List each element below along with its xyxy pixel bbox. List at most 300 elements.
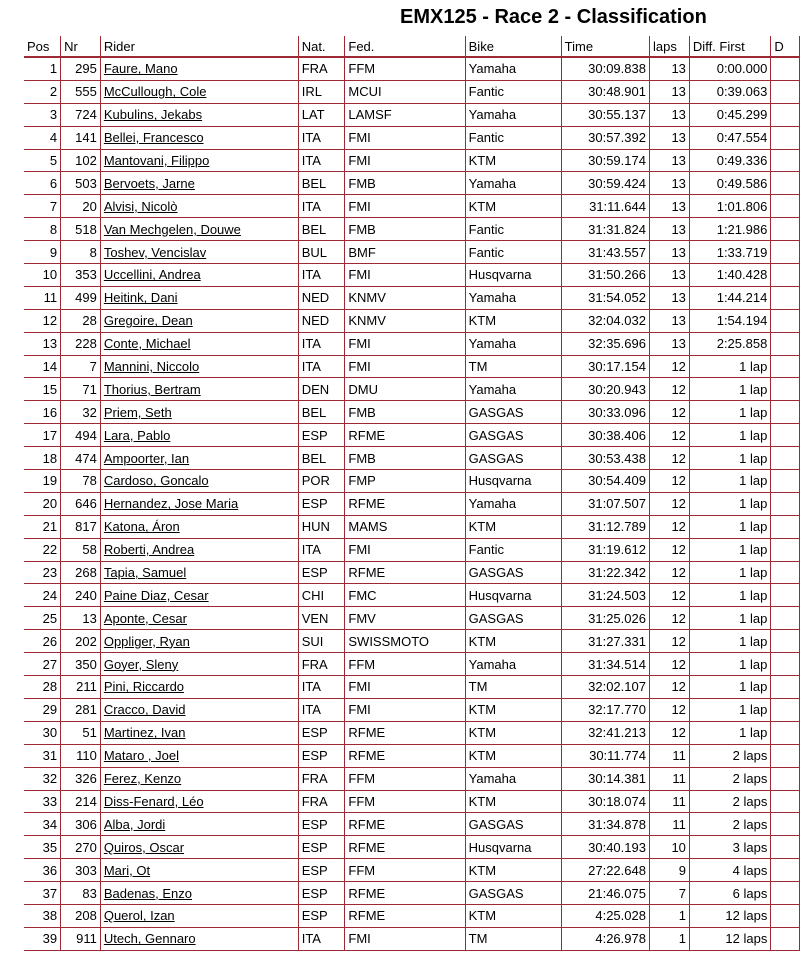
cell-diff-prev — [771, 836, 800, 859]
cell-nat: ITA — [299, 676, 346, 699]
cell-nr: 102 — [61, 150, 101, 173]
cell-fed: FMV — [345, 607, 465, 630]
cell-diff-first: 1 lap — [690, 516, 771, 539]
cell-laps: 12 — [650, 562, 690, 585]
cell-fed: FMC — [345, 584, 465, 607]
table-row — [24, 791, 800, 814]
rider-link[interactable]: Goyer, Sleny — [101, 653, 299, 676]
cell-time: 31:19.612 — [562, 539, 650, 562]
cell-fed: MCUI — [345, 81, 465, 104]
table-row — [24, 218, 800, 241]
cell-nat: HUN — [299, 516, 346, 539]
cell-diff-prev — [771, 401, 800, 424]
cell-fed: FMB — [345, 447, 465, 470]
cell-time: 30:38.406 — [562, 424, 650, 447]
cell-pos: 24 — [24, 584, 61, 607]
cell-diff-prev — [771, 882, 800, 905]
cell-bike: KTM — [466, 905, 562, 928]
cell-bike: Yamaha — [466, 172, 562, 195]
cell-laps: 7 — [650, 882, 690, 905]
cell-pos: 34 — [24, 813, 61, 836]
table-row — [24, 607, 800, 630]
col-header-rider: Rider — [101, 36, 299, 56]
table-row — [24, 401, 800, 424]
rider-link[interactable]: Mataro , Joel — [101, 745, 299, 768]
cell-diff-prev — [771, 493, 800, 516]
cell-bike: Yamaha — [466, 58, 562, 81]
table-row — [24, 516, 800, 539]
cell-nr: 518 — [61, 218, 101, 241]
cell-laps: 13 — [650, 104, 690, 127]
cell-pos: 10 — [24, 264, 61, 287]
cell-pos: 38 — [24, 905, 61, 928]
cell-nat: NED — [299, 287, 346, 310]
table-row — [24, 241, 800, 264]
cell-bike: TM — [466, 356, 562, 379]
table-row — [24, 562, 800, 585]
rider-link[interactable]: Pini, Riccardo — [101, 676, 299, 699]
table-row — [24, 928, 800, 951]
cell-time: 31:54.052 — [562, 287, 650, 310]
cell-nat: POR — [299, 470, 346, 493]
classification-body — [24, 58, 800, 951]
cell-fed: FMI — [345, 264, 465, 287]
cell-laps: 12 — [650, 356, 690, 379]
cell-bike: GASGAS — [466, 882, 562, 905]
cell-time: 30:55.137 — [562, 104, 650, 127]
table-row — [24, 447, 800, 470]
cell-laps: 12 — [650, 722, 690, 745]
cell-pos: 31 — [24, 745, 61, 768]
cell-nr: 281 — [61, 699, 101, 722]
cell-nr: 141 — [61, 127, 101, 150]
cell-nat: ITA — [299, 150, 346, 173]
cell-diff-first: 1 lap — [690, 493, 771, 516]
cell-fed: RFME — [345, 905, 465, 928]
rider-link[interactable]: Martinez, Ivan — [101, 722, 299, 745]
cell-fed: FMB — [345, 218, 465, 241]
rider-link[interactable]: Uccellini, Andrea — [101, 264, 299, 287]
table-row — [24, 195, 800, 218]
rider-link[interactable]: Cardoso, Goncalo — [101, 470, 299, 493]
cell-bike: GASGAS — [466, 401, 562, 424]
cell-bike: KTM — [466, 859, 562, 882]
cell-diff-first: 2:25.858 — [690, 333, 771, 356]
cell-pos: 30 — [24, 722, 61, 745]
cell-laps: 13 — [650, 218, 690, 241]
cell-diff-prev — [771, 356, 800, 379]
cell-pos: 7 — [24, 195, 61, 218]
table-row — [24, 172, 800, 195]
cell-time: 30:54.409 — [562, 470, 650, 493]
cell-nat: ITA — [299, 699, 346, 722]
table-row — [24, 150, 800, 173]
rider-link[interactable]: Katona, Áron — [101, 516, 299, 539]
rider-link[interactable]: Quiros, Oscar — [101, 836, 299, 859]
cell-time: 32:35.696 — [562, 333, 650, 356]
cell-time: 31:31.824 — [562, 218, 650, 241]
cell-bike: GASGAS — [466, 607, 562, 630]
cell-pos: 5 — [24, 150, 61, 173]
cell-diff-prev — [771, 859, 800, 882]
cell-nr: 202 — [61, 630, 101, 653]
table-row — [24, 905, 800, 928]
cell-diff-first: 1 lap — [690, 470, 771, 493]
col-header-pos: Pos — [24, 36, 61, 56]
rider-link[interactable]: Paine Diaz, Cesar — [101, 584, 299, 607]
table-row — [24, 699, 800, 722]
cell-laps: 12 — [650, 424, 690, 447]
cell-laps: 10 — [650, 836, 690, 859]
cell-time: 30:17.154 — [562, 356, 650, 379]
cell-pos: 27 — [24, 653, 61, 676]
col-header-bike: Bike — [466, 36, 562, 56]
cell-time: 30:59.174 — [562, 150, 650, 173]
rider-link[interactable]: Toshev, Vencislav — [101, 241, 299, 264]
cell-diff-prev — [771, 470, 800, 493]
cell-diff-first: 0:49.586 — [690, 172, 771, 195]
cell-time: 31:11.644 — [562, 195, 650, 218]
cell-nat: ESP — [299, 882, 346, 905]
cell-laps: 12 — [650, 401, 690, 424]
rider-link[interactable]: Faure, Mano — [101, 58, 299, 81]
cell-laps: 13 — [650, 58, 690, 81]
table-row — [24, 333, 800, 356]
cell-diff-prev — [771, 81, 800, 104]
cell-fed: RFME — [345, 813, 465, 836]
cell-nat: BEL — [299, 172, 346, 195]
rider-link[interactable]: Aponte, Cesar — [101, 607, 299, 630]
cell-fed: FMB — [345, 172, 465, 195]
cell-laps: 11 — [650, 768, 690, 791]
cell-fed: FMI — [345, 676, 465, 699]
rider-link[interactable]: Mannini, Niccolo — [101, 356, 299, 379]
cell-bike: KTM — [466, 310, 562, 333]
cell-diff-first: 1:33.719 — [690, 241, 771, 264]
table-row — [24, 836, 800, 859]
cell-nat: ITA — [299, 127, 346, 150]
rider-link[interactable]: Diss-Fenard, Léo — [101, 791, 299, 814]
cell-bike: TM — [466, 676, 562, 699]
cell-time: 30:48.901 — [562, 81, 650, 104]
cell-bike: Yamaha — [466, 653, 562, 676]
cell-nat: FRA — [299, 58, 346, 81]
cell-laps: 1 — [650, 928, 690, 951]
cell-diff-prev — [771, 584, 800, 607]
cell-time: 4:26.978 — [562, 928, 650, 951]
cell-nr: 83 — [61, 882, 101, 905]
cell-nat: DEN — [299, 378, 346, 401]
cell-fed: FMP — [345, 470, 465, 493]
cell-fed: RFME — [345, 424, 465, 447]
cell-pos: 18 — [24, 447, 61, 470]
cell-diff-first: 12 laps — [690, 905, 771, 928]
table-row — [24, 356, 800, 379]
col-header-nr: Nr — [61, 36, 101, 56]
cell-fed: FFM — [345, 58, 465, 81]
cell-bike: Yamaha — [466, 333, 562, 356]
table-row — [24, 813, 800, 836]
cell-diff-prev — [771, 287, 800, 310]
rider-link[interactable]: Alba, Jordi — [101, 813, 299, 836]
cell-nr: 110 — [61, 745, 101, 768]
cell-time: 31:07.507 — [562, 493, 650, 516]
cell-diff-prev — [771, 264, 800, 287]
cell-fed: RFME — [345, 836, 465, 859]
cell-pos: 4 — [24, 127, 61, 150]
rider-link[interactable]: Mantovani, Filippo — [101, 150, 299, 173]
cell-bike: Yamaha — [466, 493, 562, 516]
cell-fed: RFME — [345, 745, 465, 768]
cell-bike: Yamaha — [466, 768, 562, 791]
cell-diff-first: 1 lap — [690, 378, 771, 401]
cell-nr: 28 — [61, 310, 101, 333]
cell-nr: 240 — [61, 584, 101, 607]
cell-diff-first: 0:47.554 — [690, 127, 771, 150]
table-row — [24, 859, 800, 882]
cell-nat: ITA — [299, 539, 346, 562]
cell-fed: FMI — [345, 539, 465, 562]
cell-fed: FFM — [345, 768, 465, 791]
cell-nat: ITA — [299, 264, 346, 287]
rider-link[interactable]: Priem, Seth — [101, 401, 299, 424]
cell-time: 32:02.107 — [562, 676, 650, 699]
cell-pos: 26 — [24, 630, 61, 653]
table-row — [24, 584, 800, 607]
rider-link[interactable]: Bervoets, Jarne — [101, 172, 299, 195]
cell-pos: 3 — [24, 104, 61, 127]
rider-link[interactable]: Ferez, Kenzo — [101, 768, 299, 791]
rider-link[interactable]: Querol, Izan — [101, 905, 299, 928]
rider-link[interactable]: Cracco, David — [101, 699, 299, 722]
cell-time: 30:14.381 — [562, 768, 650, 791]
rider-link[interactable]: Kubulins, Jekabs — [101, 104, 299, 127]
cell-nat: ESP — [299, 745, 346, 768]
cell-nr: 71 — [61, 378, 101, 401]
rider-link[interactable]: Roberti, Andrea — [101, 539, 299, 562]
cell-laps: 12 — [650, 516, 690, 539]
rider-link[interactable]: Thorius, Bertram — [101, 378, 299, 401]
cell-laps: 9 — [650, 859, 690, 882]
rider-link[interactable]: Bellei, Francesco — [101, 127, 299, 150]
cell-bike: TM — [466, 928, 562, 951]
cell-nat: ESP — [299, 424, 346, 447]
table-row — [24, 378, 800, 401]
cell-nr: 270 — [61, 836, 101, 859]
table-row — [24, 653, 800, 676]
cell-diff-first: 2 laps — [690, 768, 771, 791]
cell-nat: ESP — [299, 562, 346, 585]
cell-bike: KTM — [466, 745, 562, 768]
table-row — [24, 470, 800, 493]
cell-nat: ESP — [299, 905, 346, 928]
table-row — [24, 539, 800, 562]
table-row — [24, 264, 800, 287]
cell-diff-first: 1 lap — [690, 607, 771, 630]
cell-nat: ESP — [299, 722, 346, 745]
cell-nat: CHI — [299, 584, 346, 607]
cell-pos: 20 — [24, 493, 61, 516]
cell-bike: KTM — [466, 791, 562, 814]
cell-time: 30:40.193 — [562, 836, 650, 859]
cell-diff-prev — [771, 813, 800, 836]
cell-diff-prev — [771, 447, 800, 470]
cell-fed: FMI — [345, 150, 465, 173]
cell-nr: 350 — [61, 653, 101, 676]
cell-diff-first: 1 lap — [690, 447, 771, 470]
cell-time: 30:57.392 — [562, 127, 650, 150]
cell-nat: FRA — [299, 768, 346, 791]
cell-laps: 13 — [650, 150, 690, 173]
cell-pos: 15 — [24, 378, 61, 401]
rider-link[interactable]: Alvisi, Nicolò — [101, 195, 299, 218]
cell-diff-first: 1 lap — [690, 356, 771, 379]
rider-link[interactable]: Hernandez, Jose Maria — [101, 493, 299, 516]
cell-time: 31:22.342 — [562, 562, 650, 585]
cell-bike: Fantic — [466, 539, 562, 562]
cell-pos: 21 — [24, 516, 61, 539]
cell-time: 30:53.438 — [562, 447, 650, 470]
cell-nr: 353 — [61, 264, 101, 287]
rider-link[interactable]: Badenas, Enzo — [101, 882, 299, 905]
cell-nr: 208 — [61, 905, 101, 928]
cell-nr: 499 — [61, 287, 101, 310]
cell-diff-first: 0:49.336 — [690, 150, 771, 173]
cell-bike: Fantic — [466, 81, 562, 104]
rider-link[interactable]: Van Mechgelen, Douwe — [101, 218, 299, 241]
cell-diff-prev — [771, 516, 800, 539]
table-row — [24, 58, 800, 81]
cell-nr: 228 — [61, 333, 101, 356]
cell-diff-first: 1 lap — [690, 539, 771, 562]
cell-diff-prev — [771, 562, 800, 585]
cell-laps: 13 — [650, 241, 690, 264]
cell-diff-prev — [771, 172, 800, 195]
cell-diff-prev — [771, 424, 800, 447]
cell-laps: 13 — [650, 81, 690, 104]
cell-fed: RFME — [345, 882, 465, 905]
rider-link[interactable]: McCullough, Cole — [101, 81, 299, 104]
rider-link[interactable]: Ampoorter, Ian — [101, 447, 299, 470]
page-title: EMX125 - Race 2 - Classification — [400, 6, 707, 28]
cell-laps: 13 — [650, 310, 690, 333]
cell-laps: 13 — [650, 287, 690, 310]
cell-diff-prev — [771, 905, 800, 928]
cell-diff-first: 0:45.299 — [690, 104, 771, 127]
cell-pos: 23 — [24, 562, 61, 585]
header-row — [24, 36, 800, 56]
cell-nat: ITA — [299, 928, 346, 951]
rider-link[interactable]: Utech, Gennaro — [101, 928, 299, 951]
cell-nat: ESP — [299, 813, 346, 836]
cell-diff-prev — [771, 310, 800, 333]
cell-bike: Husqvarna — [466, 470, 562, 493]
rider-link[interactable]: Oppliger, Ryan — [101, 630, 299, 653]
cell-bike: KTM — [466, 722, 562, 745]
cell-nat: ESP — [299, 493, 346, 516]
cell-diff-first: 4 laps — [690, 859, 771, 882]
cell-bike: Husqvarna — [466, 836, 562, 859]
cell-time: 30:09.838 — [562, 58, 650, 81]
cell-pos: 2 — [24, 81, 61, 104]
cell-nr: 303 — [61, 859, 101, 882]
cell-diff-first: 12 laps — [690, 928, 771, 951]
cell-nr: 32 — [61, 401, 101, 424]
cell-laps: 12 — [650, 699, 690, 722]
col-header-laps: laps — [650, 36, 690, 56]
cell-nr: 494 — [61, 424, 101, 447]
classification-table — [24, 36, 800, 951]
cell-nr: 7 — [61, 356, 101, 379]
cell-nr: 13 — [61, 607, 101, 630]
cell-nr: 817 — [61, 516, 101, 539]
cell-nat: IRL — [299, 81, 346, 104]
cell-laps: 12 — [650, 539, 690, 562]
cell-pos: 14 — [24, 356, 61, 379]
cell-diff-prev — [771, 127, 800, 150]
cell-nat: VEN — [299, 607, 346, 630]
cell-laps: 12 — [650, 607, 690, 630]
cell-time: 4:25.028 — [562, 905, 650, 928]
cell-fed: FMI — [345, 127, 465, 150]
cell-diff-first: 1:40.428 — [690, 264, 771, 287]
cell-diff-prev — [771, 333, 800, 356]
cell-diff-first: 1 lap — [690, 401, 771, 424]
cell-bike: GASGAS — [466, 813, 562, 836]
cell-fed: FMI — [345, 333, 465, 356]
cell-nr: 646 — [61, 493, 101, 516]
cell-nr: 214 — [61, 791, 101, 814]
cell-pos: 32 — [24, 768, 61, 791]
rider-link[interactable]: Mari, Ot — [101, 859, 299, 882]
cell-nr: 268 — [61, 562, 101, 585]
col-header-diff-first: Diff. First — [690, 36, 771, 56]
table-row — [24, 310, 800, 333]
cell-fed: BMF — [345, 241, 465, 264]
cell-fed: FFM — [345, 653, 465, 676]
cell-time: 21:46.075 — [562, 882, 650, 905]
rider-link[interactable]: Gregoire, Dean — [101, 310, 299, 333]
cell-diff-first: 1:01.806 — [690, 195, 771, 218]
cell-nr: 474 — [61, 447, 101, 470]
cell-laps: 12 — [650, 676, 690, 699]
rider-link[interactable]: Lara, Pablo — [101, 424, 299, 447]
cell-fed: FMI — [345, 928, 465, 951]
cell-pos: 19 — [24, 470, 61, 493]
cell-laps: 12 — [650, 470, 690, 493]
cell-time: 31:27.331 — [562, 630, 650, 653]
rider-link[interactable]: Conte, Michael — [101, 333, 299, 356]
cell-bike: Husqvarna — [466, 584, 562, 607]
cell-diff-prev — [771, 676, 800, 699]
table-row — [24, 745, 800, 768]
rider-link[interactable]: Tapia, Samuel — [101, 562, 299, 585]
cell-time: 31:34.878 — [562, 813, 650, 836]
cell-time: 32:41.213 — [562, 722, 650, 745]
rider-link[interactable]: Heitink, Dani — [101, 287, 299, 310]
cell-laps: 13 — [650, 264, 690, 287]
cell-diff-first: 1:21.986 — [690, 218, 771, 241]
cell-bike: Yamaha — [466, 378, 562, 401]
table-row — [24, 882, 800, 905]
cell-pos: 22 — [24, 539, 61, 562]
col-header-time: Time — [562, 36, 650, 56]
cell-diff-first: 1 lap — [690, 722, 771, 745]
cell-pos: 8 — [24, 218, 61, 241]
cell-time: 32:04.032 — [562, 310, 650, 333]
cell-nat: FRA — [299, 653, 346, 676]
cell-bike: Yamaha — [466, 287, 562, 310]
